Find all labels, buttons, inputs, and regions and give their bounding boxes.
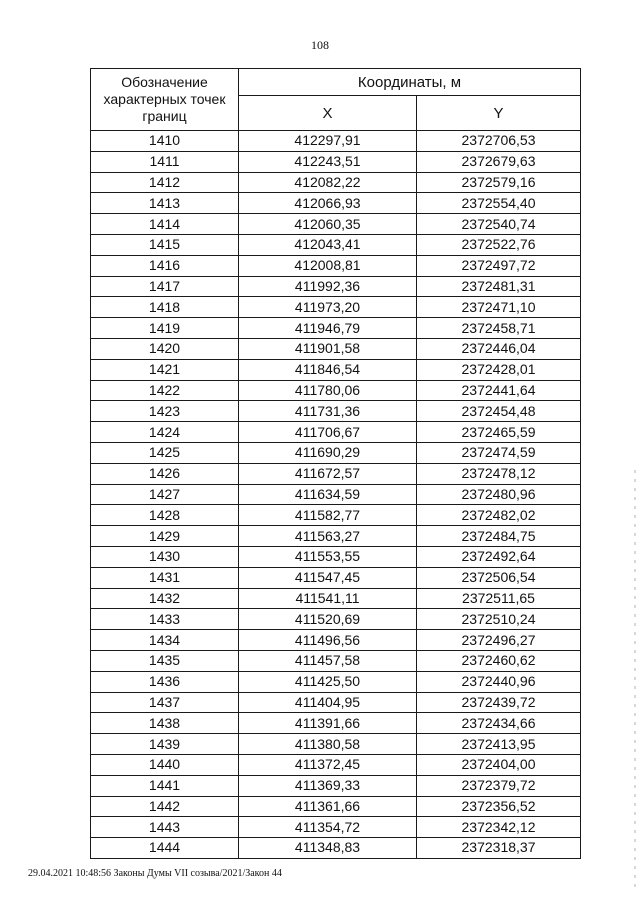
y-coordinate-cell: 2372679,63 xyxy=(417,151,581,172)
point-id-cell: 1416 xyxy=(91,255,239,276)
x-coordinate-cell: 411901,58 xyxy=(239,338,417,359)
point-id-cell: 1411 xyxy=(91,151,239,172)
scan-edge-marks xyxy=(634,470,636,890)
y-coordinate-cell: 2372454,48 xyxy=(417,401,581,422)
point-id-cell: 1423 xyxy=(91,401,239,422)
table-row xyxy=(91,588,581,609)
point-id-cell: 1432 xyxy=(91,588,239,609)
point-id-cell: 1413 xyxy=(91,193,239,214)
point-id-cell: 1426 xyxy=(91,463,239,484)
y-coordinate-cell: 2372440,96 xyxy=(417,671,581,692)
y-coordinate-cell: 2372706,53 xyxy=(417,131,581,152)
table-row xyxy=(91,671,581,692)
y-coordinate-cell: 2372413,95 xyxy=(417,734,581,755)
point-id-cell: 1425 xyxy=(91,442,239,463)
point-id-cell: 1410 xyxy=(91,131,239,152)
y-coordinate-cell: 2372492,64 xyxy=(417,546,581,567)
table-row xyxy=(91,505,581,526)
table-row xyxy=(91,318,581,339)
x-coordinate-cell: 411541,11 xyxy=(239,588,417,609)
y-coordinate-cell: 2372460,62 xyxy=(417,650,581,671)
point-id-cell: 1430 xyxy=(91,546,239,567)
table-row xyxy=(91,234,581,255)
point-id-cell: 1417 xyxy=(91,276,239,297)
point-id-cell: 1412 xyxy=(91,172,239,193)
point-id-cell: 1431 xyxy=(91,567,239,588)
y-coordinate-cell: 2372496,27 xyxy=(417,630,581,651)
x-coordinate-cell: 411361,66 xyxy=(239,796,417,817)
coordinates-header: Координаты, м xyxy=(239,69,581,96)
y-coordinate-cell: 2372478,12 xyxy=(417,463,581,484)
x-coordinate-cell: 411380,58 xyxy=(239,734,417,755)
table-row xyxy=(91,567,581,588)
y-coordinate-cell: 2372497,72 xyxy=(417,255,581,276)
x-coordinate-cell: 411457,58 xyxy=(239,650,417,671)
x-coordinate-cell: 411973,20 xyxy=(239,297,417,318)
x-coordinate-cell: 411547,45 xyxy=(239,567,417,588)
x-coordinate-cell: 411553,55 xyxy=(239,546,417,567)
table-row xyxy=(91,422,581,443)
y-coordinate-cell: 2372458,71 xyxy=(417,318,581,339)
point-id-cell: 1422 xyxy=(91,380,239,401)
table-row xyxy=(91,713,581,734)
y-coordinate-cell: 2372522,76 xyxy=(417,234,581,255)
x-coordinate-cell: 411496,56 xyxy=(239,630,417,651)
point-id-cell: 1429 xyxy=(91,526,239,547)
point-id-cell: 1427 xyxy=(91,484,239,505)
point-id-cell: 1440 xyxy=(91,754,239,775)
table-row xyxy=(91,546,581,567)
x-coordinate-cell: 411372,45 xyxy=(239,754,417,775)
y-coordinate-cell: 2372434,66 xyxy=(417,713,581,734)
x-coordinate-cell: 412043,41 xyxy=(239,234,417,255)
x-coordinate-cell: 411391,66 xyxy=(239,713,417,734)
y-coordinate-cell: 2372484,75 xyxy=(417,526,581,547)
table-row xyxy=(91,380,581,401)
x-coordinate-cell: 411563,27 xyxy=(239,526,417,547)
point-id-cell: 1439 xyxy=(91,734,239,755)
table-row xyxy=(91,817,581,838)
point-id-cell: 1443 xyxy=(91,817,239,838)
point-id-cell: 1420 xyxy=(91,338,239,359)
x-coordinate-cell: 411706,67 xyxy=(239,422,417,443)
table-row xyxy=(91,838,581,859)
y-coordinate-cell: 2372404,00 xyxy=(417,754,581,775)
table-row xyxy=(91,630,581,651)
x-column-header: X xyxy=(239,96,417,131)
x-coordinate-cell: 411369,33 xyxy=(239,775,417,796)
table-row xyxy=(91,775,581,796)
table-row xyxy=(91,442,581,463)
y-coordinate-cell: 2372481,31 xyxy=(417,276,581,297)
table-row xyxy=(91,401,581,422)
table-row xyxy=(91,463,581,484)
x-coordinate-cell: 412243,51 xyxy=(239,151,417,172)
point-id-cell: 1441 xyxy=(91,775,239,796)
point-id-cell: 1428 xyxy=(91,505,239,526)
table-row xyxy=(91,214,581,235)
y-coordinate-cell: 2372446,04 xyxy=(417,338,581,359)
x-coordinate-cell: 412082,22 xyxy=(239,172,417,193)
x-coordinate-cell: 411425,50 xyxy=(239,671,417,692)
point-id-cell: 1419 xyxy=(91,318,239,339)
x-coordinate-cell: 411992,36 xyxy=(239,276,417,297)
table-row xyxy=(91,172,581,193)
x-coordinate-cell: 411780,06 xyxy=(239,380,417,401)
x-coordinate-cell: 411404,95 xyxy=(239,692,417,713)
table-row xyxy=(91,692,581,713)
point-id-cell: 1436 xyxy=(91,671,239,692)
y-coordinate-cell: 2372318,37 xyxy=(417,838,581,859)
x-coordinate-cell: 411582,77 xyxy=(239,505,417,526)
y-coordinate-cell: 2372471,10 xyxy=(417,297,581,318)
y-coordinate-cell: 2372428,01 xyxy=(417,359,581,380)
y-coordinate-cell: 2372482,02 xyxy=(417,505,581,526)
x-coordinate-cell: 411348,83 xyxy=(239,838,417,859)
table-row xyxy=(91,526,581,547)
y-coordinate-cell: 2372579,16 xyxy=(417,172,581,193)
table-row xyxy=(91,276,581,297)
x-coordinate-cell: 412008,81 xyxy=(239,255,417,276)
point-id-cell: 1415 xyxy=(91,234,239,255)
table-row xyxy=(91,359,581,380)
table-header xyxy=(91,69,581,131)
x-coordinate-cell: 411354,72 xyxy=(239,817,417,838)
y-coordinate-cell: 2372379,72 xyxy=(417,775,581,796)
table-row xyxy=(91,255,581,276)
page-number: 108 xyxy=(311,38,329,52)
table-row xyxy=(91,338,581,359)
table-body xyxy=(91,131,581,859)
y-coordinate-cell: 2372356,52 xyxy=(417,796,581,817)
y-coordinate-cell: 2372554,40 xyxy=(417,193,581,214)
coordinates-table xyxy=(90,68,581,859)
x-coordinate-cell: 411672,57 xyxy=(239,463,417,484)
table-row xyxy=(91,754,581,775)
point-id-cell: 1437 xyxy=(91,692,239,713)
point-id-cell: 1434 xyxy=(91,630,239,651)
y-coordinate-cell: 2372480,96 xyxy=(417,484,581,505)
table-row xyxy=(91,484,581,505)
y-coordinate-cell: 2372439,72 xyxy=(417,692,581,713)
point-id-cell: 1421 xyxy=(91,359,239,380)
table-row xyxy=(91,131,581,152)
x-coordinate-cell: 411634,59 xyxy=(239,484,417,505)
point-id-cell: 1435 xyxy=(91,650,239,671)
table-row xyxy=(91,193,581,214)
y-column-header: Y xyxy=(417,96,581,131)
x-coordinate-cell: 411731,36 xyxy=(239,401,417,422)
y-coordinate-cell: 2372342,12 xyxy=(417,817,581,838)
x-coordinate-cell: 411690,29 xyxy=(239,442,417,463)
point-id-cell: 1438 xyxy=(91,713,239,734)
y-coordinate-cell: 2372511,65 xyxy=(417,588,581,609)
point-designation-header xyxy=(91,69,239,131)
y-coordinate-cell: 2372474,59 xyxy=(417,442,581,463)
table-row xyxy=(91,734,581,755)
y-coordinate-cell: 2372465,59 xyxy=(417,422,581,443)
footer-stamp: 29.04.2021 10:48:56 Законы Думы VII созыва/2021/Закон 44 xyxy=(28,868,282,879)
point-id-cell: 1442 xyxy=(91,796,239,817)
point-id-cell: 1418 xyxy=(91,297,239,318)
x-coordinate-cell: 411520,69 xyxy=(239,609,417,630)
y-coordinate-cell: 2372441,64 xyxy=(417,380,581,401)
point-id-cell: 1414 xyxy=(91,214,239,235)
point-designation-label: Обозначение характерных точек границ xyxy=(103,74,226,124)
table-row xyxy=(91,297,581,318)
x-coordinate-cell: 412060,35 xyxy=(239,214,417,235)
point-id-cell: 1433 xyxy=(91,609,239,630)
x-coordinate-cell: 412297,91 xyxy=(239,131,417,152)
x-coordinate-cell: 412066,93 xyxy=(239,193,417,214)
y-coordinate-cell: 2372506,54 xyxy=(417,567,581,588)
y-coordinate-cell: 2372510,24 xyxy=(417,609,581,630)
x-coordinate-cell: 411946,79 xyxy=(239,318,417,339)
table-row xyxy=(91,796,581,817)
point-id-cell: 1424 xyxy=(91,422,239,443)
table-row xyxy=(91,609,581,630)
point-id-cell: 1444 xyxy=(91,838,239,859)
y-coordinate-cell: 2372540,74 xyxy=(417,214,581,235)
table-row xyxy=(91,650,581,671)
table-row xyxy=(91,151,581,172)
x-coordinate-cell: 411846,54 xyxy=(239,359,417,380)
